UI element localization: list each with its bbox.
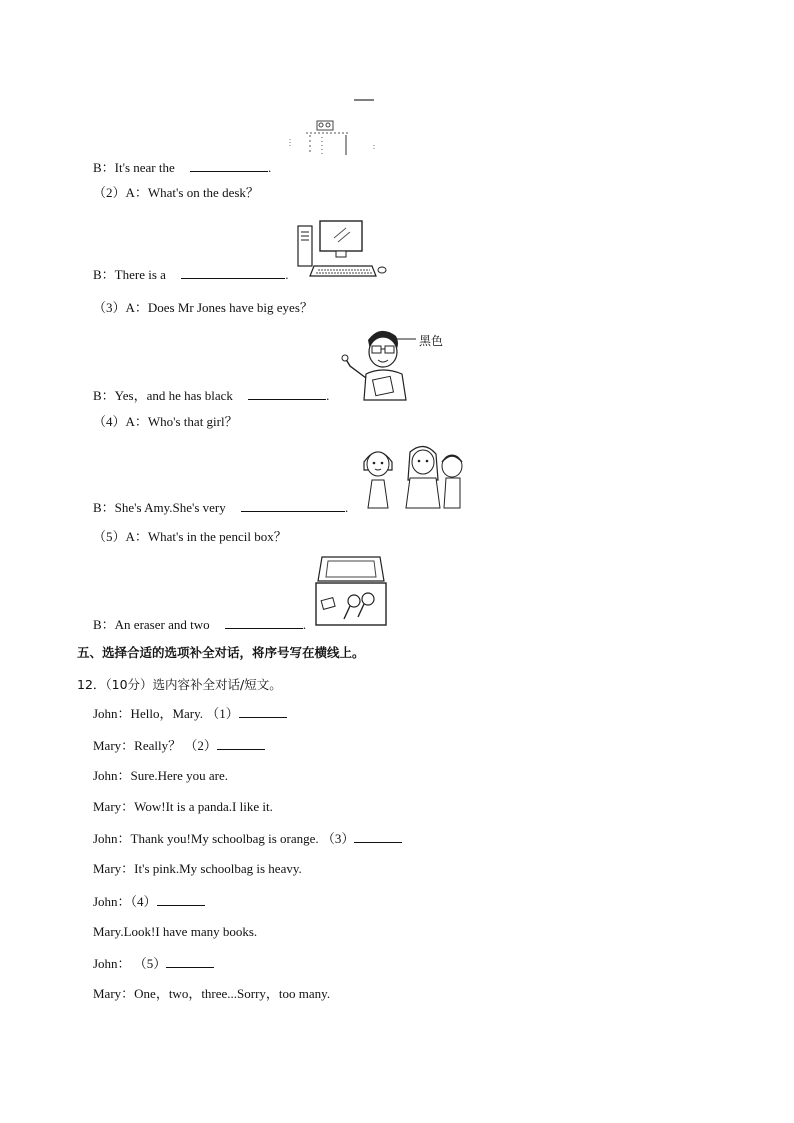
question-12-title: 12．（10分）选内容补全对话/短文。 <box>77 677 282 692</box>
dialogue-line: Mary：Wow!It is a panda.I like it. <box>93 799 273 814</box>
dialogue-line <box>93 830 402 847</box>
dialogue-text: John：Thank you!My schoolbag is orange. （3） <box>93 831 355 846</box>
q2-question: （2）A：What's on the desk？ <box>93 185 259 200</box>
mr-jones-picture <box>340 322 420 402</box>
q3-question: （3）A：Does Mr Jones have big eyes？ <box>93 300 313 315</box>
q5-answer-blank[interactable] <box>225 616 303 629</box>
q5-answer-line: B：An eraser and two . <box>93 617 307 632</box>
dialogue-line: Mary：One，two，three...Sorry，too many. <box>93 986 331 1001</box>
q1-answer-blank[interactable] <box>190 159 268 172</box>
q4-answer-blank[interactable] <box>241 499 345 512</box>
black-color-label: 黑色 <box>419 334 444 348</box>
q3-answer-blank[interactable] <box>248 387 326 400</box>
dialogue-text: John：（4） <box>93 894 157 909</box>
dialogue-blank-2[interactable] <box>217 737 265 750</box>
dialogue-line: Mary.Look!I have many books. <box>93 924 258 939</box>
q1-answer-line: B：It's near the . <box>93 160 272 175</box>
section-five-heading: 五、选择合适的选项补全对话，将序号写在横线上。 <box>77 645 365 660</box>
q5-answer-text: B：An eraser and two <box>93 617 210 632</box>
dialogue-blank-4[interactable] <box>157 893 205 906</box>
dialogue-blank-3[interactable] <box>354 830 402 843</box>
q4-question: （4）A：Who's that girl？ <box>93 414 238 429</box>
dialogue-line <box>93 955 214 972</box>
pencil-box-picture <box>312 555 392 629</box>
girls-picture <box>360 440 465 512</box>
computer-picture <box>296 218 388 278</box>
dialogue-blank-1[interactable] <box>239 705 287 718</box>
q5-question: （5）A：What's in the pencil box？ <box>93 529 287 544</box>
dialogue-text: Mary：Really？ （2） <box>93 738 217 753</box>
q2-answer-line: B：There is a . <box>93 267 289 282</box>
dialogue-blank-5[interactable] <box>166 955 214 968</box>
desk-picture <box>288 95 388 160</box>
q3-answer-text: B：Yes，and he has black <box>93 388 233 403</box>
dialogue-line: Mary：It's pink.My schoolbag is heavy. <box>93 861 302 876</box>
dialogue-text: John： （5） <box>93 956 167 971</box>
dialogue-text: John：Hello，Mary. （1） <box>93 706 239 721</box>
q4-answer-text: B：She's Amy.She's very <box>93 500 226 515</box>
q2-answer-blank[interactable] <box>181 266 285 279</box>
dialogue-line: John：Sure.Here you are. <box>93 768 229 783</box>
q3-answer-line: B：Yes，and he has black . <box>93 388 330 403</box>
dialogue-line <box>93 737 265 754</box>
dialogue-line <box>93 893 205 910</box>
q2-answer-text: B：There is a <box>93 267 166 282</box>
dialogue-line <box>93 705 287 722</box>
q1-answer-text: B：It's near the <box>93 160 175 175</box>
q4-answer-line: B：She's Amy.She's very . <box>93 500 349 515</box>
